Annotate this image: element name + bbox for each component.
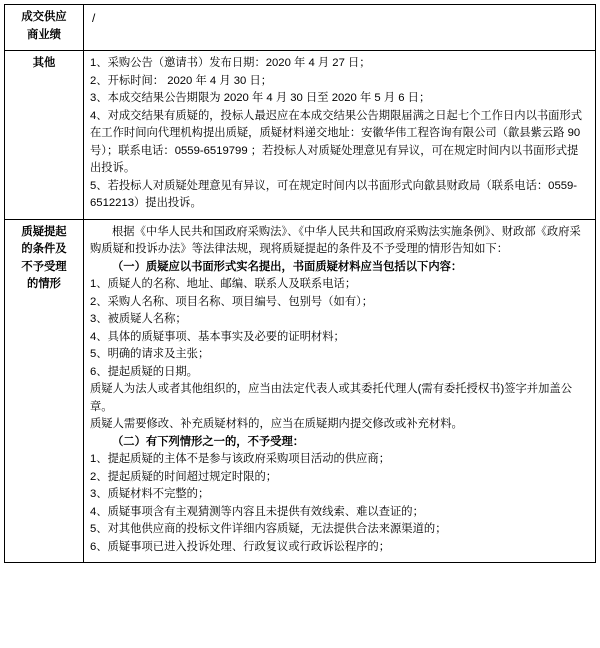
content-line: 3、被质疑人名称； [90, 313, 187, 325]
content-line: 3、质疑材料不完整的； [90, 488, 210, 500]
label-line: 其他 [32, 57, 56, 69]
content-line: 4、对成交结果有质疑的，投标人最迟应在本成交结果公告期限届满之日起七个工作日内以书面形式在工作时间向代理机构提出质疑，质疑材料递交地址：安徽华伟工程咨询有限公司（歙县紫云路 90 号）；联系电话：0559-6519799 ；若投标人对质疑处理意见有异议，可在规定时间内以书面形式提出投诉。 [90, 109, 583, 174]
content-line: 5、对其他供应商的投标文件详细内容质疑，无法提供合法来源渠道的； [90, 523, 447, 535]
content-line: 5、明确的请求及主张； [90, 348, 210, 360]
row-label-other [5, 51, 84, 220]
label-line: 商业绩 [27, 28, 61, 41]
label-line: 的条件及 [21, 243, 67, 255]
content-line: 6、提起质疑的日期。 [90, 365, 198, 378]
row-label-performance [5, 5, 84, 51]
table-row [5, 219, 596, 563]
row-content-other [84, 51, 596, 220]
content-paragraph: 根据《中华人民共和国政府采购法》、《中华人民共和国政府采购法实施条例》、财政部《政府采购质疑和投诉办法》等法律法规，现将质疑提起的条件及不予受理的情形告知如下： [90, 225, 581, 255]
content-line: 4、质疑事项含有主观猜测等内容且未提供有效线索、难以查证的； [90, 505, 424, 518]
label-line: 成交供应 [21, 11, 67, 23]
row-content-performance [84, 5, 596, 51]
content-line: / [92, 11, 96, 25]
content-paragraph: 质疑人为法人或者其他组织的，应当由法定代表人或其委托代理人(需有委托授权书)签字并加盖公章。 [90, 383, 572, 413]
content-line: 1、质疑人的名称、地址、邮编、联系人及联系电话； [90, 278, 357, 290]
label-line: 的情形 [27, 278, 61, 290]
content-line: 2、开标时间： 2020 年 4 月 30 日； [90, 74, 273, 87]
content-line: 3、本成交结果公告期限为 2020 年 4 月 30 日至 2020 年 5 月 6 日； [90, 92, 431, 104]
label-line: 质疑提起 [21, 225, 67, 238]
content-line: 2、提起质疑的时间超过规定时限的； [90, 470, 278, 483]
table-row [5, 51, 596, 220]
announcement-table [4, 4, 596, 563]
row-label-challenge-conditions [5, 219, 84, 563]
content-line: 2、采购人名称、项目名称、项目编号、包别号（如有）； [90, 295, 374, 308]
content-line: 6、质疑事项已进入投诉处理、行政复议或行政诉讼程序的； [90, 540, 391, 553]
content-line: 5、若投标人对质疑处理意见有异议，可在规定时间内以书面形式向歙县财政局（联系电话：0559-6512213）提出投诉。 [90, 179, 578, 209]
table-body [5, 5, 596, 563]
table-row [5, 5, 596, 51]
content-line: 4、具体的质疑事项、基本事实及必要的证明材料； [90, 330, 345, 343]
content-heading: （一）质疑应以书面形式实名提出，书面质疑材料应当包括以下内容： [112, 260, 463, 273]
label-line: 不予受理 [21, 260, 67, 273]
content-paragraph: 质疑人需要修改、补充质疑材料的，应当在质疑期内提交修改或补充材料。 [90, 418, 463, 430]
content-line: 1、采购公告（邀请书）发布日期：2020 年 4 月 27 日； [90, 57, 371, 69]
content-heading: （二）有下列情形之一的，不予受理： [112, 435, 305, 448]
content-line: 1、提起质疑的主体不是参与该政府采购项目活动的供应商； [90, 453, 391, 465]
row-content-challenge-conditions [84, 219, 596, 563]
